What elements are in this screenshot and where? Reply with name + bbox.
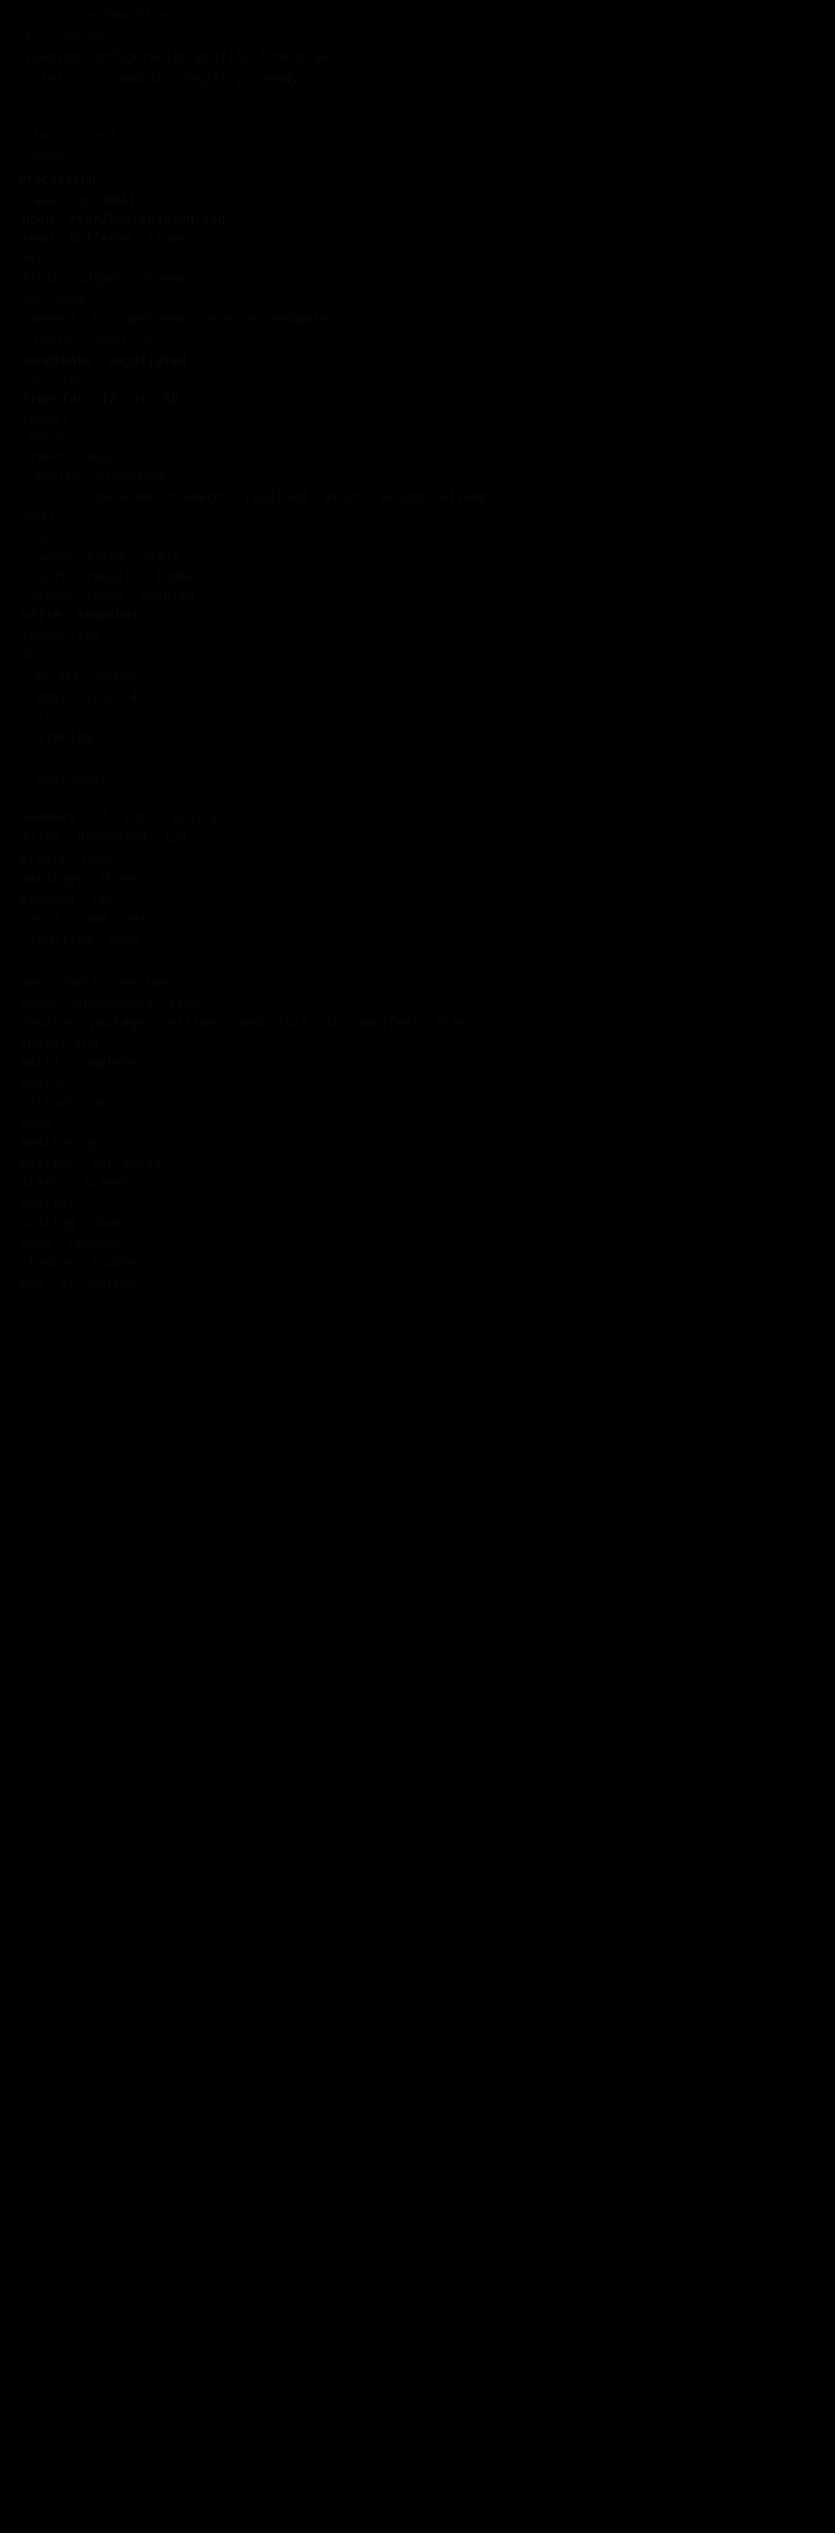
terminal-line: debug trace enabled — [30, 590, 195, 605]
terminal-line: resolve package versions and lock to manifest file — [20, 1016, 467, 1031]
terminal-line: heartbeat — [36, 772, 107, 787]
terminal-line: check dependency tree — [20, 996, 201, 1011]
terminal-line: processing — [18, 172, 97, 187]
terminal-line: deploy — [20, 1076, 67, 1091]
terminal-line: compacting — [22, 628, 101, 643]
terminal-line: verify signature — [34, 470, 168, 485]
terminal-line: next — [24, 510, 56, 525]
terminal-line: queue — [28, 150, 68, 165]
terminal-line: alerts silent — [20, 1176, 130, 1191]
terminal-line: branch main — [22, 450, 116, 465]
terminal-line: log — [24, 530, 48, 545]
terminal-line: installing — [20, 1036, 99, 1051]
terminal-line: pool size 4 — [36, 690, 138, 705]
terminal-line: rollout ok — [20, 1096, 107, 1111]
terminal-line: cluster stable — [20, 1256, 138, 1271]
terminal-line: info rebuild index — [38, 570, 195, 585]
terminal-line: task id 00412 — [26, 194, 144, 209]
terminal-line: shutting down — [30, 932, 140, 947]
terminal-line: write snapshot — [22, 608, 140, 623]
terminal-line: session — [30, 374, 85, 389]
terminal-line: $ ./run.sh — [24, 28, 103, 43]
terminal-line: errors none — [20, 852, 114, 867]
terminal-line: build complete — [20, 1056, 138, 1071]
terminal-line: ok done — [24, 292, 87, 307]
terminal-line: healthy — [20, 1196, 75, 1211]
terminal-line: done — [22, 648, 54, 663]
terminal-line: user@machine — [74, 8, 168, 23]
terminal-line: commit — [22, 412, 69, 427]
terminal-line: scaling down — [20, 1216, 122, 1231]
terminal-line: files processed 128 — [22, 830, 187, 845]
terminal-line: transfer 12 of 48 — [22, 392, 179, 407]
terminal-line: status : active — [24, 128, 142, 143]
terminal-line: loading configuration profile from disk — [24, 50, 330, 65]
terminal-line: init :: module registry ready — [40, 72, 299, 87]
terminal-line: elapsed 14s — [20, 892, 114, 907]
terminal-line: flush output stream — [22, 272, 187, 287]
terminal-line: metrics collected — [20, 1156, 161, 1171]
terminal-line: retry count 0 — [34, 332, 152, 347]
terminal-line: exit code zero — [30, 912, 156, 927]
terminal-line: new shell session — [20, 976, 169, 991]
terminal-line: read buffered lines — [22, 232, 187, 247]
terminal-line: done — [20, 1116, 52, 1131]
terminal-line: handshake negotiated — [22, 354, 187, 369]
terminal-line: connect to upstream service endpoint — [22, 312, 336, 327]
terminal-line: warnings three — [20, 872, 138, 887]
terminal-line: summary of run results — [22, 810, 218, 825]
terminal-line: wait for io — [20, 250, 122, 265]
terminal-line: end of output — [20, 1276, 138, 1291]
terminal-line: warn cache stale — [40, 550, 181, 565]
terminal-line: merge — [28, 430, 68, 445]
terminal-line: idle — [22, 712, 54, 727]
terminal-line: checksum mismatch resolved after second attempt — [88, 490, 495, 505]
terminal-line: monitoring — [20, 1136, 99, 1151]
terminal-line: listening — [22, 730, 93, 745]
terminal-line: restart worker — [26, 668, 144, 683]
terminal-line: open /var/log/session.log — [22, 212, 226, 227]
terminal-line: node removed — [20, 1236, 122, 1251]
